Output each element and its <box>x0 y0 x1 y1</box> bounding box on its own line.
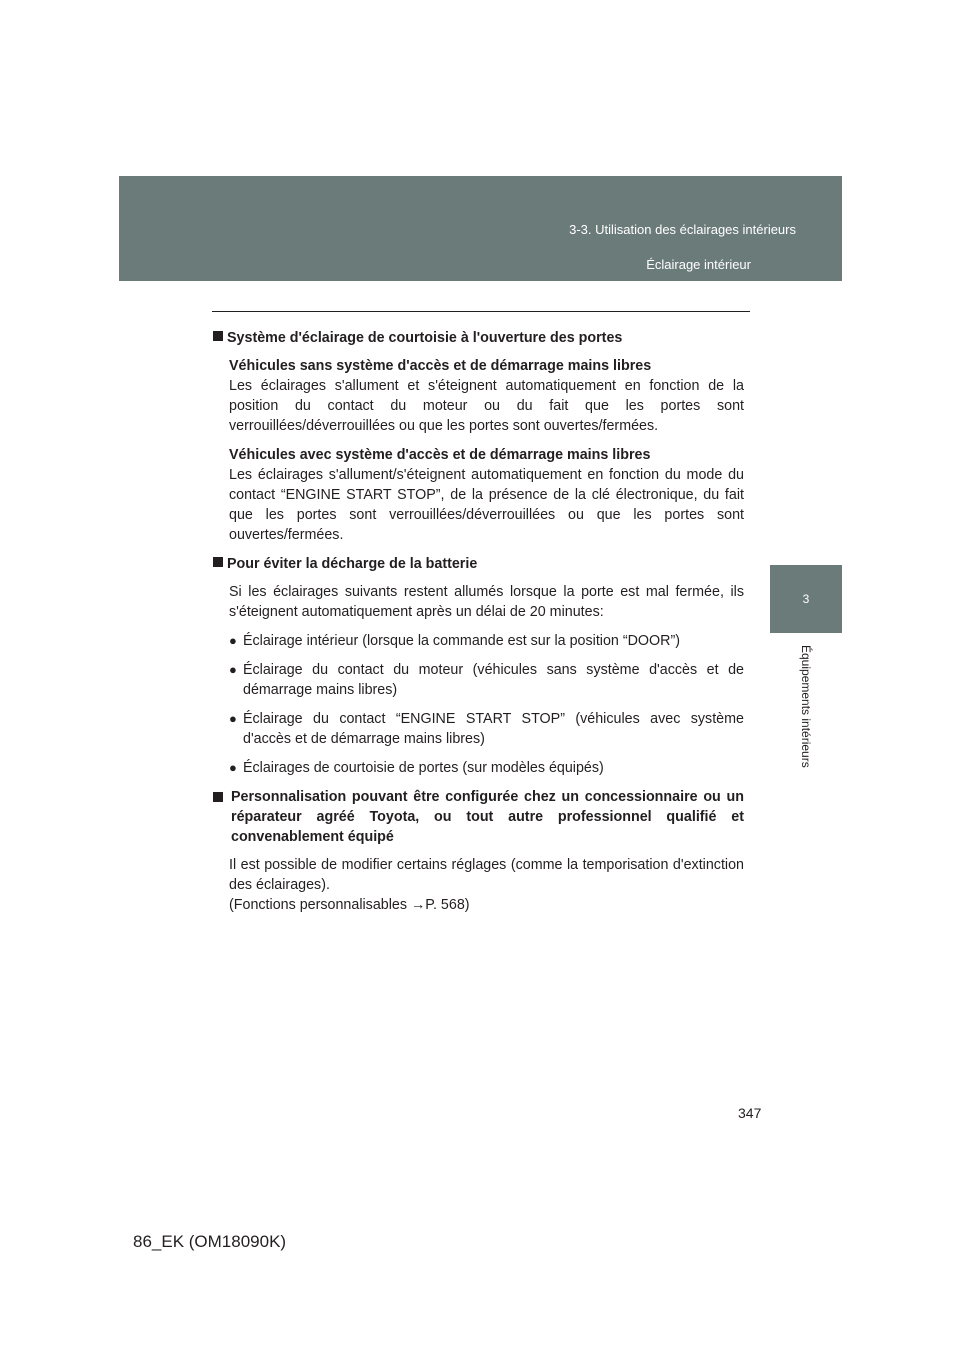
circle-bullet-icon: ● <box>229 711 237 726</box>
list-item <box>213 631 744 651</box>
list-item-text: Éclairages de courtoisie de portes (sur modèles équipés) <box>243 760 604 776</box>
list-item-text: Éclairage du contact “ENGINE START STOP” (véhicules avec système d'accès et de démarrage mains libres) <box>243 711 744 747</box>
page-content <box>213 328 744 924</box>
section-heading-text: Personnalisation pouvant être configurée chez un concessionnaire ou un réparateur agréé Toyota, ou tout autre professionnel qualifié et convenablement équipé <box>231 789 744 845</box>
document-code: 86_EK (OM18090K) <box>133 1232 287 1251</box>
square-bullet-icon <box>213 331 223 341</box>
paragraph-text: Les éclairages s'allument et s'éteignent automatiquement en fonction de la position du contact du moteur ou du fait que les portes sont verrouillées/déverrouillées ou que les portes sont ouvertes/fermées. <box>229 378 744 434</box>
page-number: 347 <box>738 1105 762 1121</box>
subheading: Véhicules avec système d'accès et de démarrage mains libres <box>229 447 651 463</box>
chapter-tab-number: 3 <box>770 565 842 633</box>
paragraph-customization <box>213 855 744 915</box>
list-item <box>213 660 744 700</box>
list-item <box>213 758 744 778</box>
section-heading-courtesy <box>213 328 744 348</box>
subheading: Véhicules sans système d'accès et de démarrage mains libres <box>229 358 652 374</box>
section-heading-customization <box>213 787 744 847</box>
paragraph-text: Les éclairages s'allument/s'éteignent automatiquement en fonction du mode du contact “ENGINE START STOP”, de la présence de la clé électronique, du fait que les portes sont verrouillées/déverrouillées ou que les portes sont ouvertes/fermées. <box>229 467 744 543</box>
square-bullet-icon <box>213 792 223 802</box>
list-item-text: Éclairage intérieur (lorsque la commande est sur la position “DOOR”) <box>243 633 681 649</box>
chapter-tab-label: Équipements intérieurs <box>799 645 813 768</box>
section-heading-text: Pour éviter la décharge de la batterie <box>227 556 478 572</box>
chapter-tab-label-box <box>770 633 842 813</box>
paragraph-without-smart-key <box>213 356 744 436</box>
section-heading-text: Système d'éclairage de courtoisie à l'ouverture des portes <box>227 330 623 346</box>
header-band <box>119 176 842 281</box>
square-bullet-icon <box>213 557 223 567</box>
circle-bullet-icon: ● <box>229 633 237 648</box>
list-item <box>213 709 744 749</box>
circle-bullet-icon: ● <box>229 760 237 775</box>
cross-reference: (Fonctions personnalisables →P. 568) <box>229 897 470 913</box>
list-item-text: Éclairage du contact du moteur (véhicules sans système d'accès et de démarrage mains libres) <box>243 662 744 698</box>
subsection-title: Éclairage intérieur <box>646 257 751 272</box>
paragraph-with-smart-key <box>213 445 744 545</box>
section-title: 3-3. Utilisation des éclairages intérieurs <box>569 222 796 237</box>
section-heading-battery <box>213 554 744 574</box>
paragraph-text: Il est possible de modifier certains réglages (comme la temporisation d'extinction des éclairages). <box>229 857 744 893</box>
circle-bullet-icon: ● <box>229 662 237 677</box>
paragraph-text: Si les éclairages suivants restent allumés lorsque la porte est mal fermée, ils s'éteignent automatiquement après un délai de 20 minutes: <box>229 584 744 620</box>
top-rule <box>212 311 750 312</box>
